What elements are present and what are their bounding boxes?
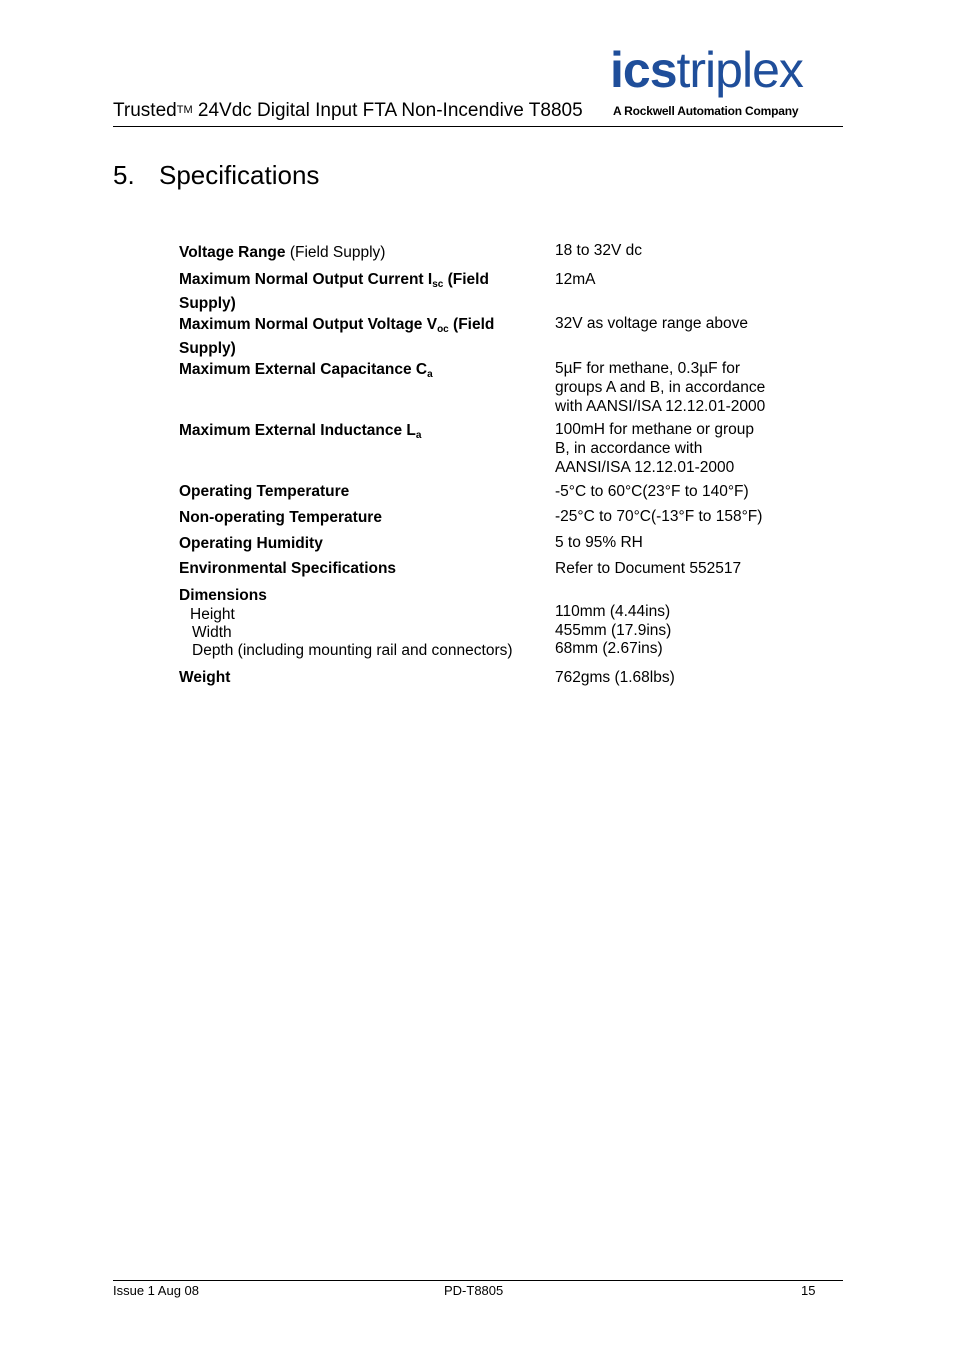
logo-tagline: A Rockwell Automation Company — [613, 104, 799, 118]
spec-label-operating-temperature: Operating Temperature — [179, 483, 350, 500]
dimension-value-height: 110mm (4.44ins) — [555, 603, 671, 620]
label-bold: Voltage Range — [179, 244, 286, 261]
spec-label-dimensions: Dimensions — [179, 587, 267, 604]
spec-value-max-current: 12mA — [555, 271, 596, 288]
spec-value-operating-humidity: 5 to 95% RH — [555, 534, 643, 551]
spec-label-weight: Weight — [179, 669, 231, 686]
title-prefix: Trusted — [113, 100, 177, 121]
spec-label-max-capacitance — [179, 360, 539, 384]
label-bold: Maximum Normal Output Current I — [179, 271, 433, 288]
logo-part-triplex: triplex — [676, 42, 803, 98]
spec-value-non-operating-temperature: -25°C to 70°C(-13°F to 158°F) — [555, 508, 763, 525]
spec-label-operating-humidity: Operating Humidity — [179, 535, 323, 552]
spec-label-environmental: Environmental Specifications — [179, 560, 397, 577]
logo-wordmark — [610, 42, 803, 98]
spec-label-max-current — [179, 270, 519, 313]
spec-label-max-inductance — [179, 421, 539, 445]
label-rest: (Field Supply) — [179, 316, 495, 357]
label-rest: (Field Supply) — [285, 244, 386, 261]
label-subscript: oc — [437, 324, 449, 335]
footer-divider — [113, 1280, 843, 1281]
label-subscript: a — [415, 430, 422, 441]
spec-value-operating-temperature: -5°C to 60°C(23°F to 140°F) — [555, 483, 749, 500]
spec-value-weight: 762gms (1.68lbs) — [555, 669, 675, 686]
section-title: Specifications — [159, 160, 320, 190]
trademark-superscript: TM — [176, 104, 193, 116]
dimension-label-depth: Depth (including mounting rail and connectors) — [192, 642, 513, 659]
label-subscript: a — [427, 369, 433, 380]
spec-value-voltage-range: 18 to 32V dc — [555, 242, 643, 259]
dimension-value-width: 455mm (17.9ins) — [555, 622, 672, 639]
spec-value-max-voltage: 32V as voltage range above — [555, 315, 749, 332]
label-rest: (Field Supply) — [179, 271, 489, 312]
spec-value-max-capacitance: 5µF for methane, 0.3µF for groups A and B, in accordance with AANSI/ISA 12.12.01-2000 — [555, 360, 766, 415]
spec-value-max-inductance: 100mH for methane or group B, in accordance with AANSI/ISA 12.12.01-2000 — [555, 421, 755, 476]
spec-label-max-voltage — [179, 315, 519, 358]
label-subscript: sc — [432, 279, 444, 290]
spec-value-environmental: Refer to Document 552517 — [555, 560, 742, 577]
dimension-value-depth: 68mm (2.67ins) — [555, 640, 663, 657]
section-heading — [113, 160, 319, 191]
dimension-label-height: Height — [190, 606, 235, 623]
document-title — [113, 100, 583, 122]
label-bold: Maximum External Inductance L — [179, 422, 416, 439]
title-rest: 24Vdc Digital Input FTA Non-Incendive T8805 — [192, 100, 583, 121]
footer-doc-number: PD-T8805 — [444, 1283, 504, 1298]
dimension-label-width: Width — [192, 624, 232, 641]
label-bold: Maximum External Capacitance C — [179, 361, 428, 378]
footer-page-number: 15 — [801, 1283, 816, 1298]
label-bold: Maximum Normal Output Voltage V — [179, 316, 438, 333]
section-number: 5. — [113, 160, 135, 190]
spec-label-voltage-range — [179, 243, 539, 262]
header-divider — [113, 126, 843, 127]
ics-triplex-logo — [610, 42, 846, 122]
spec-label-non-operating-temperature: Non-operating Temperature — [179, 509, 382, 526]
logo-part-ics: ics — [610, 42, 677, 98]
footer-issue: Issue 1 Aug 08 — [113, 1283, 200, 1298]
